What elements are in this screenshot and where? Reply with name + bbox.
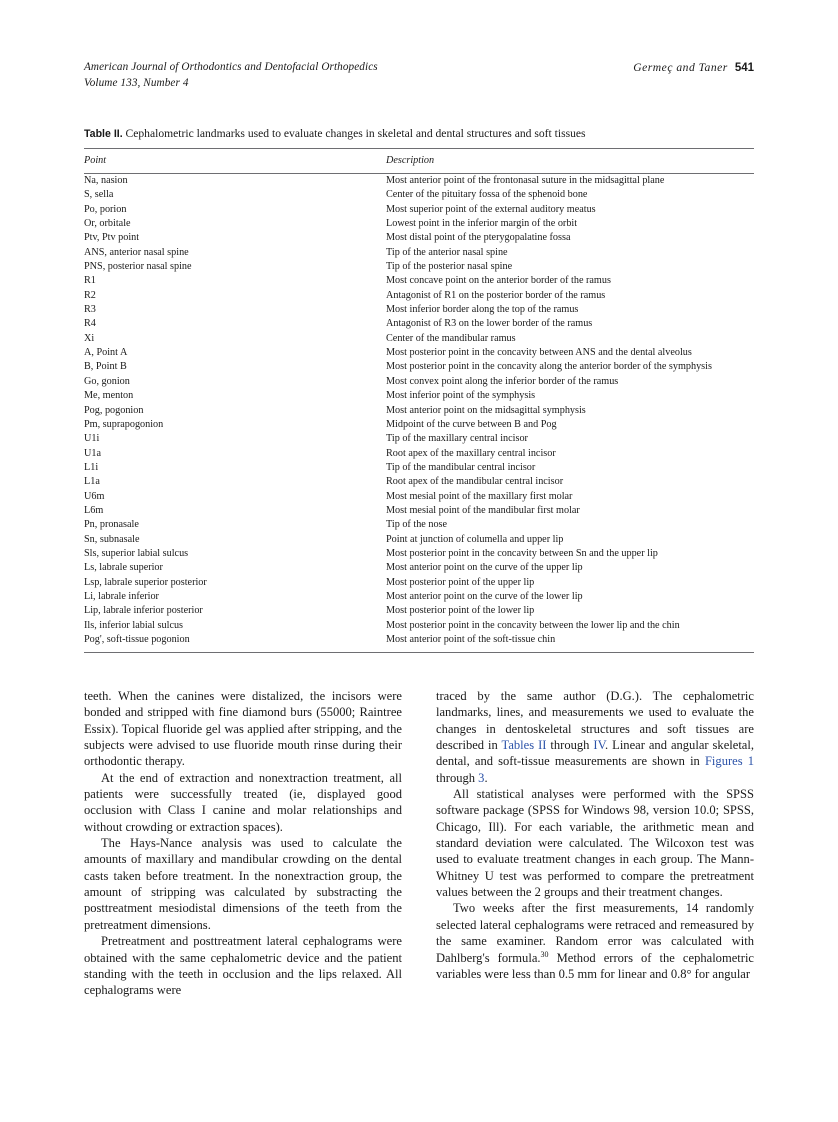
- cell-description: Most posterior point in the concavity between ANS and the dental alveolus: [386, 347, 692, 359]
- cell-point: U1a: [84, 447, 101, 459]
- text-segment: . Linear and angular skeletal, dental, and soft-tissue measurements are shown in: [436, 738, 754, 769]
- text-segment: through: [436, 770, 479, 785]
- cell-point: Ls, labrale superior: [84, 562, 163, 574]
- table-row: [84, 547, 754, 561]
- text-segment: traced by the same author (D.G.). The cephalometric landmarks, lines, and measurements we used to evaluate the changes in dentoskeletal structures and soft tissues are described in: [436, 689, 754, 753]
- table-caption-text: Cephalometric landmarks used to evaluate changes in skeletal and dental structures and soft tissues: [125, 127, 586, 140]
- table-row: [84, 590, 754, 604]
- body-column-right: [436, 688, 754, 982]
- table-row: [84, 217, 754, 231]
- table-row: [84, 317, 754, 331]
- cell-point: R4: [84, 318, 96, 330]
- cell-description: Most anterior point of the soft-tissue chin: [386, 634, 556, 645]
- cell-point: R1: [84, 275, 96, 287]
- table-row: [84, 490, 754, 504]
- cell-description: Most posterior point in the concavity between the lower lip and the chin: [386, 619, 680, 631]
- paragraph-right-1: [436, 688, 754, 786]
- cell-point: Lip, labrale inferior posterior: [84, 605, 203, 617]
- table-row: [84, 246, 754, 260]
- table-row: [84, 231, 754, 245]
- table-row: [84, 389, 754, 403]
- cell-point: Xi: [84, 332, 95, 344]
- cell-point: U1i: [84, 433, 100, 445]
- cell-point: ANS, anterior nasal spine: [84, 246, 189, 258]
- table-row: [84, 203, 754, 217]
- journal-title: [84, 60, 378, 91]
- cell-description: Most posterior point of the upper lip: [386, 576, 535, 588]
- table-row: [84, 518, 754, 532]
- paragraph-right-2: All statistical analyses were performed with the SPSS software package (SPSS for Windows 98, version 10.0; SPSS, Chicago, Ill). For each variable, the arithmetic mean and standard deviation were calculated. The Wilcoxon test was used to evaluate treatment changes in each group. The Mann-Whitney U test was performed to compare the pretreatment values between the 2 groups and their treatment changes.: [436, 787, 754, 900]
- table-row: [84, 432, 754, 446]
- cell-point: Po, porion: [84, 203, 127, 215]
- paragraph-right-3: [436, 900, 754, 982]
- table-row: [84, 475, 754, 489]
- cell-description: Antagonist of R3 on the lower border of the ramus: [386, 318, 593, 330]
- paragraph-left-1: teeth. When the canines were distalized, the incisors were bonded and stripped with fine diamond burs (55000; Raintree Essix). Topical fluoride gel was applied after stripping, and the subjects were advised to use fluoride mouth rinse during their orthodontic therapy.: [84, 689, 402, 769]
- cell-point: Pm, suprapogonion: [84, 418, 164, 430]
- cell-description: Midpoint of the curve between B and Pog: [386, 418, 557, 430]
- cell-description: Most posterior point in the concavity along the anterior border of the symphysis: [386, 361, 712, 373]
- cell-point: Pog, pogonion: [84, 404, 144, 416]
- cell-description: Center of the mandibular ramus: [386, 332, 516, 344]
- column-header-description: Description: [386, 155, 435, 166]
- table-rule-bottom: [84, 652, 754, 653]
- paragraph-left-3: The Hays-Nance analysis was used to calculate the amounts of maxillary and mandibular crowding on the dental casts taken before treatment. In the nonextraction group, the amount of stripping was calculated by substracting the posttreatment mesiodistal dimensions of the teeth from the pretreatment dimensions.: [84, 836, 402, 932]
- body-column-left: [84, 688, 402, 999]
- cell-description: Antagonist of R1 on the posterior border of the ramus: [386, 289, 606, 301]
- cell-description: Most posterior point of the lower lip: [386, 605, 535, 617]
- authors-name: Germeç and Taner: [633, 61, 728, 74]
- paragraph-left-2: At the end of extraction and nonextraction treatment, all patients were successfully treated (ie, displayed good occlusion with Class I canine and molar relationships and without crowding or extraction spaces).: [84, 770, 402, 834]
- table-row: [84, 604, 754, 618]
- text-segment: Two weeks after the first measurements, 14 randomly selected lateral cephalograms were retraced and remeasured by the same examiner. Random error was calculated with Dahlberg's formula.: [436, 901, 754, 965]
- cell-point: R2: [84, 289, 96, 301]
- cell-description: Most posterior point in the concavity between Sn and the upper lip: [386, 547, 658, 559]
- table-row: [84, 289, 754, 303]
- cell-description: Most anterior point on the curve of the lower lip: [386, 590, 583, 602]
- landmarks-table: [84, 149, 754, 652]
- cell-point: A, Point A: [84, 347, 128, 359]
- link-table-iv[interactable]: IV: [593, 738, 606, 753]
- table-caption: [84, 126, 754, 148]
- table-row: [84, 461, 754, 475]
- cell-description: Lowest point in the inferior margin of the orbit: [386, 218, 578, 230]
- table-row: [84, 346, 754, 360]
- paragraph-left-4: Pretreatment and posttreatment lateral cephalograms were obtained with the same cephalometric device and the patient standing with the teeth in occlusion and the lips relaxed. All cephalograms were: [84, 934, 402, 998]
- table-row: [84, 260, 754, 274]
- link-figure-3[interactable]: 3: [478, 770, 485, 785]
- cell-description: Root apex of the mandibular central incisor: [386, 476, 564, 488]
- column-header-point: Point: [84, 155, 107, 166]
- cell-point: Na, nasion: [84, 175, 128, 186]
- table-row: [84, 561, 754, 575]
- cell-description: Tip of the nose: [386, 519, 448, 531]
- cell-description: Root apex of the maxillary central incisor: [386, 447, 556, 459]
- cell-point: Or, orbitale: [84, 218, 131, 230]
- cell-description: Tip of the anterior nasal spine: [386, 246, 508, 258]
- cell-description: Point at junction of columella and upper lip: [386, 533, 564, 545]
- table-row: [84, 504, 754, 518]
- table-row: [84, 404, 754, 418]
- table-ii-block: [84, 126, 754, 653]
- page-number: 541: [734, 62, 754, 74]
- cell-point: Sls, superior labial sulcus: [84, 547, 189, 559]
- cell-point: Lsp, labrale superior posterior: [84, 576, 207, 588]
- table-row: [84, 360, 754, 374]
- cell-description: Tip of the posterior nasal spine: [386, 261, 513, 273]
- cell-description: Most concave point on the anterior border of the ramus: [386, 275, 611, 287]
- table-row: [84, 174, 754, 188]
- cell-description: Most inferior border along the top of the ramus: [386, 304, 579, 316]
- cell-point: L1i: [84, 461, 99, 473]
- cell-point: U6m: [84, 490, 105, 502]
- cell-description: Most anterior point on the midsagittal symphysis: [386, 404, 586, 416]
- cell-point: Ptv, Ptv point: [84, 232, 140, 244]
- cell-description: Most superior point of the external auditory meatus: [386, 203, 596, 215]
- cell-description: Most anterior point of the frontonasal suture in the midsagittal plane: [386, 175, 665, 186]
- cell-description: Most anterior point on the curve of the upper lip: [386, 562, 583, 574]
- table-row: [84, 633, 754, 652]
- cell-point: Li, labrale inferior: [84, 590, 159, 602]
- body-columns: [84, 688, 754, 1058]
- cell-point: Sn, subnasale: [84, 533, 140, 545]
- cell-description: Most mesial point of the mandibular first molar: [386, 504, 580, 516]
- cell-point: L1a: [84, 476, 100, 488]
- cell-description: Tip of the mandibular central incisor: [386, 461, 536, 473]
- cell-point: S, sella: [84, 189, 114, 201]
- journal-volume-issue: Volume 133, Number 4: [84, 76, 189, 89]
- text-segment: .: [484, 770, 488, 785]
- table-row: [84, 447, 754, 461]
- table-row: [84, 418, 754, 432]
- table-row: [84, 274, 754, 288]
- running-head: [84, 60, 754, 94]
- table-row: [84, 375, 754, 389]
- cell-point: PNS, posterior nasal spine: [84, 261, 192, 273]
- table-row: [84, 619, 754, 633]
- cell-description: Most inferior point of the symphysis: [386, 390, 536, 402]
- table-row: [84, 576, 754, 590]
- table-row: [84, 332, 754, 346]
- journal-name: American Journal of Orthodontics and Dentofacial Orthopedics: [84, 61, 378, 73]
- cell-point: B, Point B: [84, 361, 127, 373]
- cell-point: L6m: [84, 504, 104, 516]
- cell-description: Most distal point of the pterygopalatine fossa: [386, 232, 571, 244]
- table-header-row: [84, 149, 754, 174]
- cell-point: Pog', soft-tissue pogonion: [84, 634, 190, 645]
- table-row: [84, 303, 754, 317]
- running-head-right: [633, 60, 754, 77]
- cell-point: Go, gonion: [84, 375, 130, 387]
- cell-point: Me, menton: [84, 390, 134, 402]
- table-label: Table II.: [84, 128, 123, 140]
- reference-superscript-30[interactable]: 30: [540, 949, 549, 959]
- cell-point: R3: [84, 304, 96, 316]
- text-segment: Method errors of the cephalometric variables were less than 0.5 mm for linear and 0.8° for angular: [436, 950, 754, 981]
- link-figures-1[interactable]: Figures 1: [704, 754, 754, 769]
- cell-point: Ils, inferior labial sulcus: [84, 619, 184, 631]
- text-segment: through: [546, 738, 594, 753]
- cell-description: Most mesial point of the maxillary first molar: [386, 490, 573, 502]
- cell-description: Most convex point along the inferior border of the ramus: [386, 375, 619, 387]
- table-row: [84, 188, 754, 202]
- table-row: [84, 533, 754, 547]
- cell-point: Pn, pronasale: [84, 519, 139, 531]
- cell-description: Center of the pituitary fossa of the sphenoid bone: [386, 189, 588, 201]
- cell-description: Tip of the maxillary central incisor: [386, 433, 528, 445]
- link-tables-ii[interactable]: Tables II: [501, 738, 547, 753]
